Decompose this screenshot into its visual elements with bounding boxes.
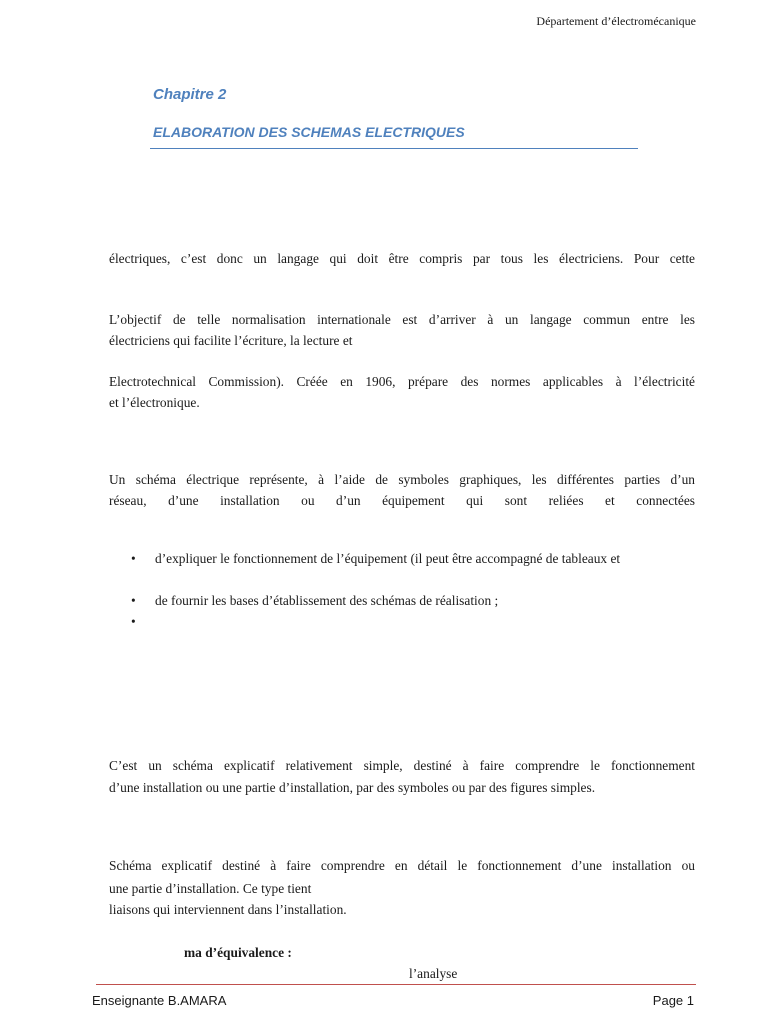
bullet-item-1: d’expliquer le fonctionnement de l’équipement (il peut être accompagné de tableaux et [155,551,621,566]
paragraph-6-line-1: Schéma explicatif destiné à faire comprendre en détail le fonctionnement d’une installation ou [109,858,695,873]
section-subheading: ma d’équivalence : [184,945,292,960]
bullet-marker-1: • [131,551,136,566]
bullet-marker-3: • [131,614,136,629]
title-underline [150,148,638,149]
paragraph-6-line-3: liaisons qui interviennent dans l’installation. [109,902,347,917]
paragraph-1: électriques, c’est donc un langage qui doit être compris par tous les électriciens. Pour cette [109,251,695,266]
bullet-item-2: de fournir les bases d’établissement des schémas de réalisation ; [155,593,499,608]
paragraph-3-line-2: et l’électronique. [109,395,200,410]
paragraph-4-line-2: réseau, d’une installation ou d’un équipement qui sont reliées et connectées [109,493,695,508]
bullet-marker-2: • [131,593,136,608]
footer-divider [96,984,696,985]
paragraph-4-line-1: Un schéma électrique représente, à l’aide de symboles graphiques, les différentes parties d’un [109,472,695,487]
paragraph-5-line-2: d’une installation ou une partie d’installation, par des symboles ou par des figures simples. [109,780,596,795]
paragraph-2-line-1: L’objectif de telle normalisation internationale est d’arriver à un langage commun entre les [109,312,695,327]
paragraph-3-line-1: Electrotechnical Commission). Créée en 1906, prépare des normes applicables à l’électricité [109,374,695,389]
paragraph-6-line-2: une partie d’installation. Ce type tient [109,881,312,896]
header-department: Département d’électromécanique [536,14,696,28]
text-fragment: l’analyse [409,966,458,981]
footer-author: Enseignante B.AMARA [92,993,227,1008]
paragraph-5-line-1: C’est un schéma explicatif relativement simple, destiné à faire comprendre le fonctionnement [109,758,695,773]
chapter-title: ELABORATION DES SCHEMAS ELECTRIQUES [153,124,465,140]
footer-page-number: Page 1 [652,993,694,1008]
chapter-number: Chapitre 2 [153,86,227,103]
paragraph-2-line-2: électriciens qui facilite l’écriture, la lecture et [109,333,353,348]
